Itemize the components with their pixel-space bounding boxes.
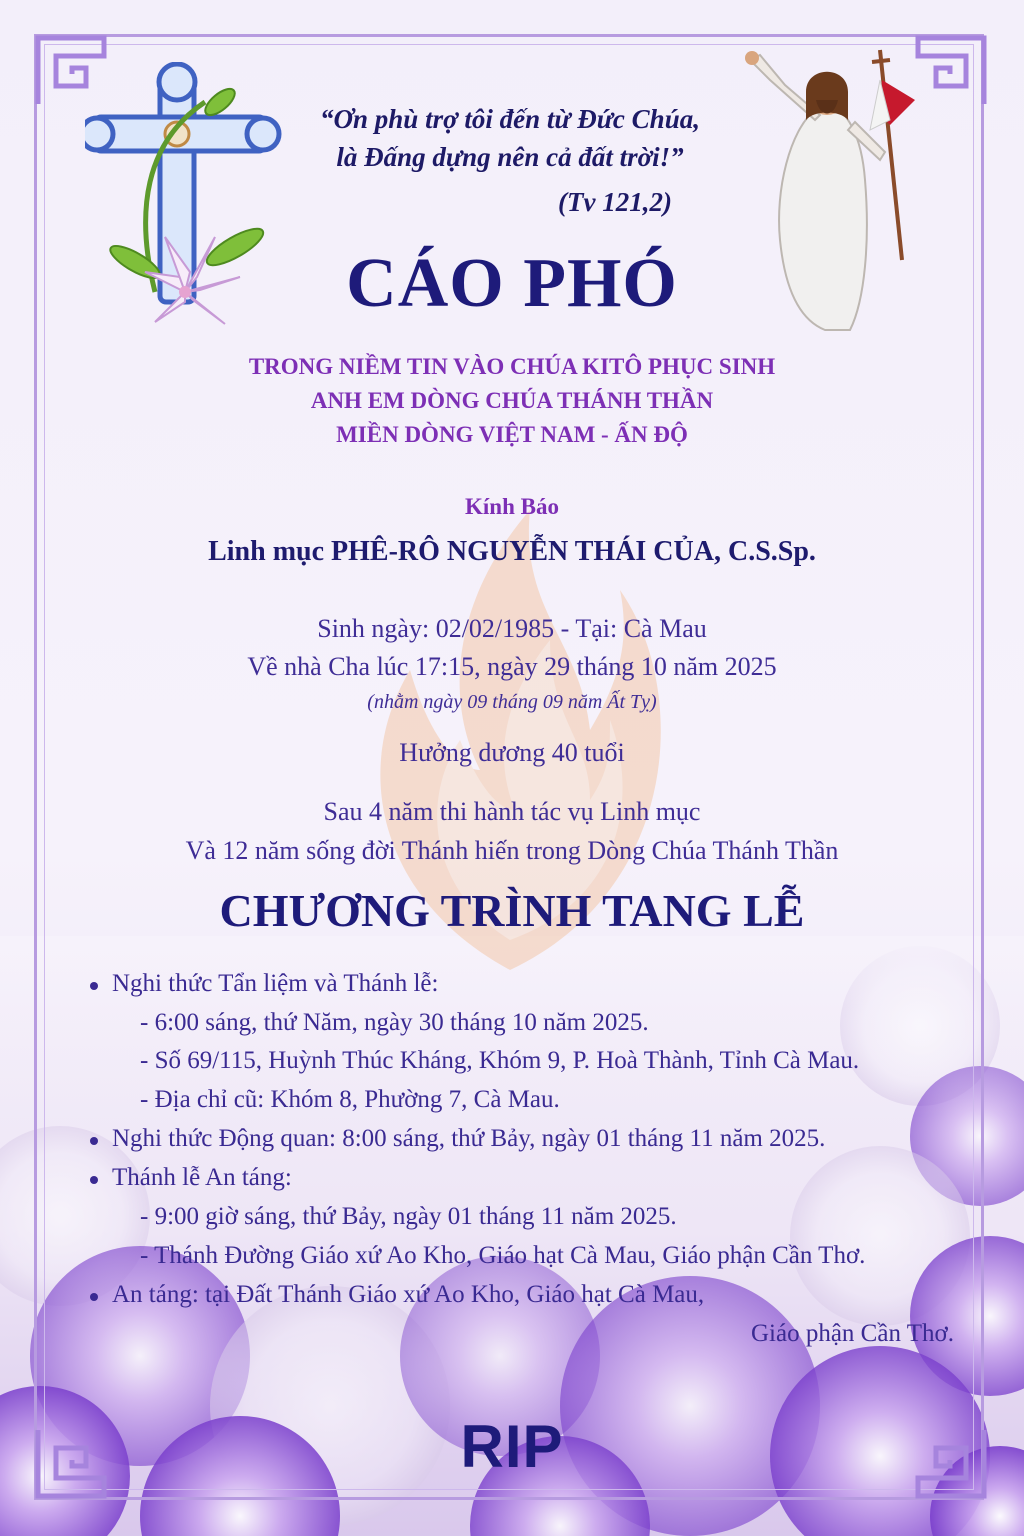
service-years: Sau 4 năm thi hành tác vụ Linh mục — [323, 797, 701, 826]
rip-text: RIP — [460, 1413, 564, 1480]
program-title: CHƯƠNG TRÌNH TANG LỄ — [219, 885, 805, 936]
subheading-congregation: ANH EM DÒNG CHÚA THÁNH THẦN — [310, 388, 714, 413]
list-subitem: - Số 69/115, Huỳnh Thúc Kháng, Khóm 9, P. Hoà Thành, Tỉnh Cà Mau. — [140, 1047, 860, 1074]
list-item-continuation: Giáo phận Cần Thơ. — [750, 1320, 954, 1347]
corner-ornament-icon — [914, 34, 988, 108]
list-subitem: - Địa chỉ cũ: Khóm 8, Phường 7, Cà Mau. — [140, 1086, 560, 1113]
quote-line-2: là Đấng dựng nên cả đất trời!” — [336, 142, 684, 172]
announcement-label: Kính Báo — [465, 494, 559, 519]
age-info: Hưởng dương 40 tuổi — [399, 738, 625, 767]
bullet-icon — [90, 982, 98, 990]
list-subitem: - Thánh Đường Giáo xứ Ao Kho, Giáo hạt Cà Mau, Giáo phận Cần Thơ. — [140, 1242, 866, 1269]
subheading-faith: TRONG NIỀM TIN VÀO CHÚA KITÔ PHỤC SINH — [248, 354, 776, 379]
list-item: An táng: tại Đất Thánh Giáo xứ Ao Kho, Giáo hạt Cà Mau, — [112, 1281, 704, 1309]
birth-info: Sinh ngày: 02/02/1985 - Tại: Cà Mau — [317, 614, 707, 643]
lunar-date: (nhằm ngày 09 tháng 09 năm Ất Tỵ) — [367, 691, 657, 713]
page-title: CÁO PHÓ — [346, 245, 678, 322]
list-subitem: - 6:00 sáng, thứ Năm, ngày 30 tháng 10 năm 2025. — [140, 1009, 649, 1036]
scripture-quote — [290, 100, 730, 176]
list-item: Nghi thức Tẩn liệm và Thánh lễ: — [112, 970, 438, 998]
quote-reference: (Tv 121,2) — [558, 187, 672, 217]
list-item: Thánh lễ An táng: — [112, 1164, 292, 1192]
consecrated-years: Và 12 năm sống đời Thánh hiến trong Dòng Chúa Thánh Thần — [185, 836, 839, 865]
quote-line-1: “Ơn phù trợ tôi đến từ Đức Chúa, — [320, 104, 700, 134]
death-info: Về nhà Cha lúc 17:15, ngày 29 tháng 10 năm 2025 — [247, 652, 777, 681]
subheading-province: MIỀN DÒNG VIỆT NAM - ẤN ĐỘ — [336, 422, 688, 447]
bullet-icon — [90, 1176, 98, 1184]
bullet-icon — [90, 1137, 98, 1145]
list-item: Nghi thức Động quan: 8:00 sáng, thứ Bảy, ngày 01 tháng 11 năm 2025. — [112, 1125, 825, 1153]
bullet-icon — [90, 1293, 98, 1301]
priest-name: Linh mục PHÊ-RÔ NGUYỄN THÁI CỦA, C.S.Sp. — [208, 536, 816, 567]
list-subitem: - 9:00 giờ sáng, thứ Bảy, ngày 01 tháng 11 năm 2025. — [140, 1203, 677, 1230]
